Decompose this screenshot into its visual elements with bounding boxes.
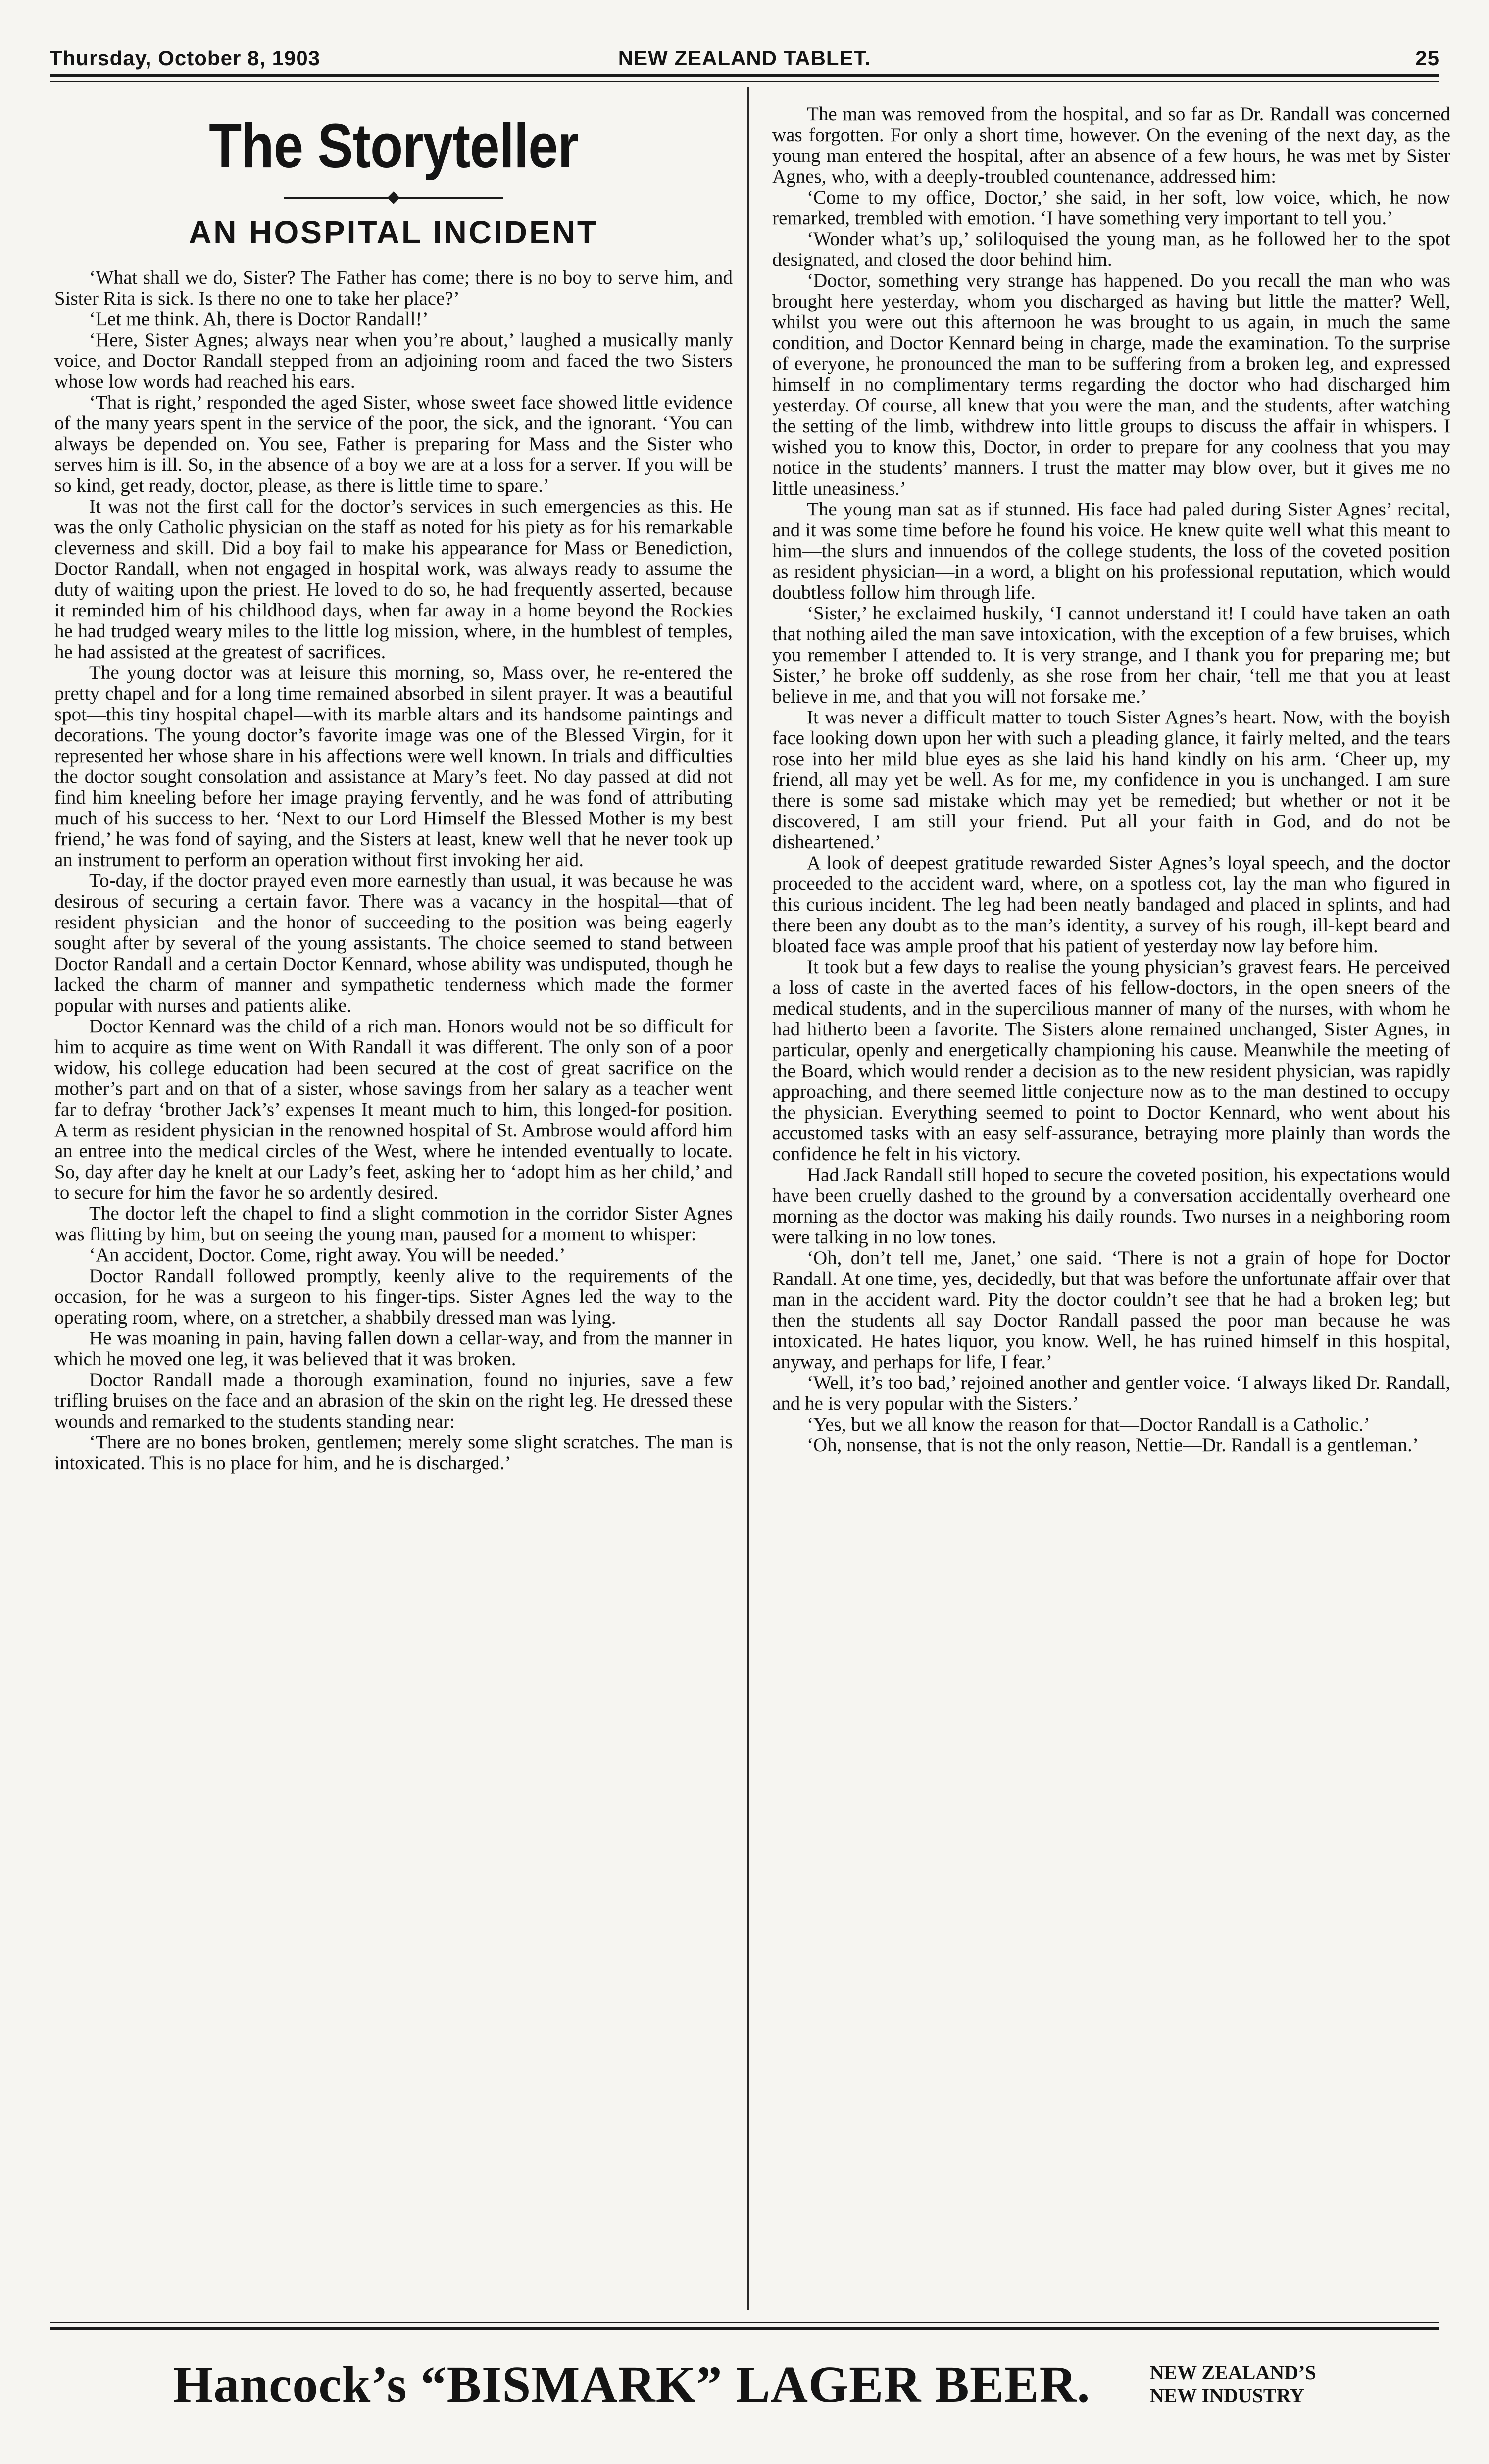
- paragraph: The doctor left the chapel to find a slight commotion in the corridor Sister Agnes was flitting by him, but on seeing the young man, paused for a moment to whisper:: [54, 1203, 733, 1245]
- paragraph: ‘An accident, Doctor. Come, right away. You will be needed.’: [89, 1244, 566, 1266]
- paragraph: ‘Well, it’s too bad,’ rejoined another and gentler voice. ‘I always liked Dr. Randall, and he is very popular with the Sisters.’: [772, 1372, 1450, 1414]
- article-title: The Storyteller: [209, 111, 578, 181]
- issue-date: Thursday, October 8, 1903: [50, 47, 321, 70]
- advertisement-banner: [50, 2345, 1439, 2424]
- diamond-icon: [387, 191, 399, 204]
- paragraph: ‘That is right,’ responded the aged Sister, whose sweet face showed little evidence of the many years spent in the service of the poor, the sick, and the ignorant. ‘You can always be depended on. You see, Father is preparing for Mass and the Sister who serves him is ill. So, in the absence of a boy we are at a loss for a server. If you will be so kind, get ready, doctor, please, as there is little time to spare.’: [54, 392, 733, 496]
- paragraph: It was not the first call for the doctor’s services in such emergencies as this. He was the only Catholic physician on the staff as noted for his piety as for his remarkable cleverness and skill. Did a boy fail to make his appearance for Mass or Benediction, Doctor Randall, when not engaged in hospital work, was always ready to assume the duty of waiting upon the priest. He loved to do so, he had frequently asserted, because it reminded him of his childhood days, when far away in a home beyond the Rockies he had trudged weary miles to the little log mission, where, in the humblest of temples, he had assisted at the greatest of sacrifices.: [54, 496, 733, 663]
- page-number: 25: [1415, 47, 1439, 70]
- footer-rule-thick: [50, 2327, 1439, 2330]
- header-rule-thin: [50, 81, 1439, 82]
- tagline-line-2: NEW INDUSTRY: [1149, 2384, 1304, 2407]
- footer-rule-thin: [50, 2322, 1439, 2323]
- paragraph: ‘Here, Sister Agnes; always near when you’re about,’ laughed a musically manly voice, and Doctor Randall stepped from an adjoining room and faced the two Sisters whose low words had reached his ears.: [54, 329, 733, 392]
- title-ornament: [54, 193, 733, 202]
- advertisement-headline: Hancock’s “BISMARK” LAGER BEER.: [173, 2356, 1091, 2413]
- tagline-line-1: NEW ZEALAND’S: [1149, 2361, 1316, 2384]
- paragraph: ‘Come to my office, Doctor,’ she said, in her soft, low voice, which, he now remarked, trembled with emotion. ‘I have something very important to tell you.’: [772, 187, 1450, 229]
- paragraph: The young doctor was at leisure this morning, so, Mass over, he re-entered the pretty chapel and for a long time remained absorbed in silent prayer. It was a beautiful spot—this tiny hospital chapel—with its marble altars and its handsome paintings and decorations. The young doctor’s favorite image was one of the Blessed Virgin, for it represented her whose share in his affections were well known. In trials and difficulties the doctor sought consolation and assistance at Mary’s feet. No day passed at did not find him kneeling before her image praying fervently, and he was fond of attributing much of his success to her. ‘Next to our Lord Himself the Blessed Mother is my best friend,’ he was fond of saying, and the Sisters at least, knew well that he never took up an instrument to perform an operation without first invoking her aid.: [54, 662, 733, 871]
- publication-name: NEW ZEALAND TABLET.: [618, 47, 871, 70]
- paragraph: Doctor Kennard was the child of a rich man. Honors would not be so difficult for him to acquire as time went on With Randall it was different. The only son of a poor widow, his college education had been secured at the cost of great sacrifice on the mother’s part and on that of a sister, whose savings from her salary as a teacher went far to defray ‘brother Jack’s’ expenses It meant much to him, this longed-for position. A term as resident physician in the renowned hospital of St. Ambrose would afford him an entree into the medical circles of the West, where he intended eventually to locate. So, day after day he knelt at our Lady’s feet, asking her to ‘adopt him as her child,’ and to secure for him the favor he so ardently desired.: [54, 1016, 733, 1203]
- paragraph: The man was removed from the hospital, and so far as Dr. Randall was concerned was forgotten. For only a short time, however. On the evening of the next day, as the young man entered the hospital, after an absence of a few hours, he was met by Sister Agnes, who, with a deeply-troubled countenance, addressed him:: [772, 103, 1450, 187]
- article-subtitle: AN HOSPITAL INCIDENT: [189, 214, 598, 250]
- paragraph: The young man sat as if stunned. His face had paled during Sister Agnes’ recital, and it was some time before he found his voice. He knew quite well what this meant to him—the slurs and innuendos of the college students, the loss of the coveted position as resident physician—in a word, a blight on his professional reputation, which would doubtless follow him through life.: [772, 499, 1450, 603]
- paragraph: Had Jack Randall still hoped to secure the coveted position, his expectations would have been cruelly dashed to the ground by a conversation accidentally overheard one morning as the doctor was making his daily rounds. Two nurses in a neighboring room were talking in no low tones.: [772, 1164, 1450, 1248]
- paragraph: ‘Oh, don’t tell me, Janet,’ one said. ‘There is not a grain of hope for Doctor Randall. At one time, yes, decidedly, but that was before the unfortunate affair over that man in the accident ward. Pity the doctor couldn’t see that he had a broken leg; but then the students all say Doctor Randall passed the poor man because he was intoxicated. He hates liquor, you know. Well, he has ruined himself in this hospital, anyway, and perhaps for life, I fear.’: [772, 1247, 1450, 1373]
- column-divider: [747, 87, 749, 2310]
- right-column: [772, 104, 1450, 1456]
- paragraph: ‘There are no bones broken, gentlemen; merely some slight scratches. The man is intoxicated. This is no place for him, and he is discharged.’: [54, 1432, 733, 1474]
- paragraph: ‘Yes, but we all know the reason for that—Doctor Randall is a Catholic.’: [807, 1414, 1370, 1435]
- paragraph: ‘Oh, nonsense, that is not the only reason, Nettie—Dr. Randall is a gentleman.’: [807, 1435, 1419, 1456]
- paragraph: He was moaning in pain, having fallen down a cellar-way, and from the manner in which he moved one leg, it was believed that it was broken.: [54, 1328, 733, 1370]
- paragraph: It was never a difficult matter to touch Sister Agnes’s heart. Now, with the boyish face looking down upon her with such a pleading glance, it fairly melted, and the tears rose into her mild blue eyes as she laid his hand kindly on his arm. ‘Cheer up, my friend, all may yet be well. As for me, my confidence in you is unchanged. I am sure there is some sad mistake which may yet be remedied; but whether or not it be discovered, I am still your friend. Put all your faith in God, and do not be disheartened.’: [772, 707, 1450, 853]
- left-column: [54, 99, 733, 1474]
- paragraph: ‘Let me think. Ah, there is Doctor Randall!’: [89, 308, 429, 330]
- paragraph: Doctor Randall followed promptly, keenly alive to the requirements of the occasion, for he was a surgeon to his finger-tips. Sister Agnes led the way to the operating room, where, on a stretcher, a shabbily dressed man was lying.: [54, 1265, 733, 1328]
- paragraph: ‘What shall we do, Sister? The Father has come; there is no boy to serve him, and Sister Rita is sick. Is there no one to take her place?’: [54, 267, 733, 309]
- header-rule-thick: [50, 74, 1439, 77]
- paragraph: ‘Wonder what’s up,’ soliloquised the young man, as he followed her to the spot designated, and closed the door behind him.: [772, 228, 1450, 270]
- paragraph: To-day, if the doctor prayed even more earnestly than usual, it was because he was desirous of securing a certain favor. There was a vacancy in the hospital—that of resident physician—and the honor of succeeding to the position was being eagerly sought after by several of the young assistants. The choice seemed to stand between Doctor Randall and a certain Doctor Kennard, whose ability was undisputed, though he lacked the charm of manner and sympathetic tenderness which made the former popular with nurses and patients alike.: [54, 870, 733, 1016]
- paragraph: A look of deepest gratitude rewarded Sister Agnes’s loyal speech, and the doctor proceeded to the accident ward, where, on a spotless cot, lay the man who figured in this curious incident. The leg had been neatly bandaged and placed in splints, and had there been any doubt as to the man’s identity, a survey of his rough, ill-kept beard and bloated face was ample proof that his patient of yesterday now lay before him.: [772, 852, 1450, 957]
- paragraph: It took but a few days to realise the young physician’s gravest fears. He perceived a loss of caste in the averted faces of his fellow-doctors, in the open sneers of the medical students, and in the supercilious manner of many of the nurses, with whom he had hitherto been a favorite. The Sisters alone remained unchanged, Sister Agnes, in particular, openly and energetically championing his cause. Meanwhile the meeting of the Board, which would render a decision as to the new resident physician, was rapidly approaching, and there seemed little conjecture now as to the man destined to occupy the physician. Everything seemed to point to Doctor Kennard, who went about his accustomed tasks with an easy self-assurance, betraying more plainly than words the confidence he felt in his victory.: [772, 956, 1450, 1165]
- masthead: [50, 42, 1439, 70]
- paragraph: ‘Sister,’ he exclaimed huskily, ‘I cannot understand it! I could have taken an oath that nothing ailed the man save intoxication, with the exception of a few bruises, which you remember I attended to. It is very strange, and I thank you for preparing me; but Sister,’ he broke off suddenly, as she rose from her chair, ‘tell me that you at least believe in me, and that you will not forsake me.’: [772, 603, 1450, 707]
- paragraph: ‘Doctor, something very strange has happened. Do you recall the man who was brought here yesterday, whom you discharged as having but little the matter? Well, whilst you were out this afternoon he was brought to us again, in much the same condition, and Doctor Kennard being in charge, made the examination. To the surprise of everyone, he pronounced the man to be suffering from a broken leg, and expressed himself in no complimentary terms regarding the doctor who had discharged him yesterday. Of course, all knew that you were the man, and the students, after watching the setting of the limb, withdrew into little groups to discuss the affair in whispers. I wished you to know this, Doctor, in order to prepare for any coolness that you may notice in the students’ manners. I trust the matter may blow over, but it gives me no little uneasiness.’: [772, 270, 1450, 499]
- advertisement-tagline: [1150, 2361, 1316, 2407]
- paragraph: Doctor Randall made a thorough examination, found no injuries, save a few trifling bruises on the face and an abrasion of the skin on the right leg. He dressed these wounds and remarked to the students standing near:: [54, 1369, 733, 1432]
